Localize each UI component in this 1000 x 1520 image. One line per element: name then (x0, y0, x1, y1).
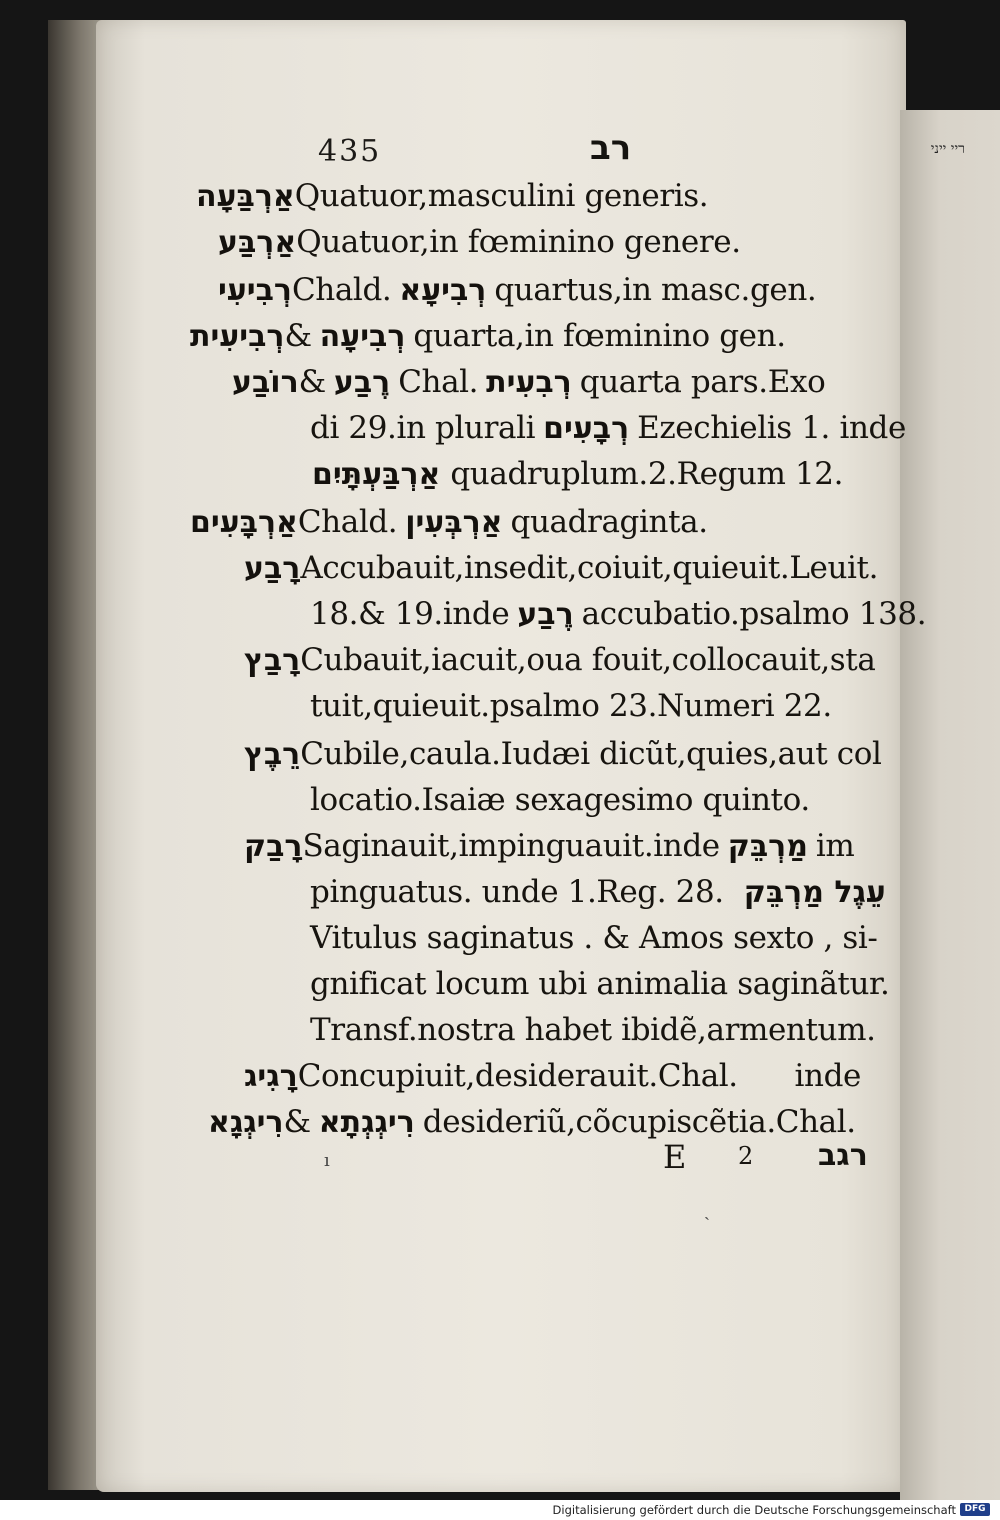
latin-text: desideriũ,cõcupiscẽtia.Chal. (422, 1104, 856, 1140)
catchword: רגב (818, 1138, 868, 1173)
text-line (208, 1104, 856, 1150)
text-line (310, 782, 810, 828)
latin-text: im (815, 828, 855, 864)
running-head: רב (590, 128, 632, 168)
hebrew-lemma: אַרְבַּעְתָּיִם (312, 457, 441, 492)
latin-text: locatio.Isaiæ sexagesimo quinto. (310, 782, 810, 818)
latin-text: Accubauit,insedit,coiuit,quieuit.Leuit. (300, 550, 879, 586)
text-line (218, 272, 816, 318)
text-line (244, 828, 854, 874)
latin-text: & (284, 318, 312, 354)
hebrew-inline: רְבָעִים (543, 411, 630, 446)
hebrew-lemma: רָבַק (244, 829, 303, 864)
latin-text: Quatuor,masculini generis. (294, 178, 709, 214)
latin-text: Chald. (291, 272, 392, 308)
hebrew-lemma: אַרְבָּעִים (190, 505, 298, 540)
text-line (244, 550, 878, 596)
text-line (190, 318, 786, 364)
dfg-logo: DFG (960, 1503, 990, 1516)
text-line (310, 1012, 876, 1058)
paper-speck: ˏ (704, 1200, 710, 1221)
text-line (244, 736, 882, 782)
footer-credit: Digitalisierung gefördert durch die Deutsche Forschungsgemeinschaft (552, 1503, 956, 1517)
hebrew-lemma: רִיגְגָא (208, 1105, 284, 1140)
text-line (310, 874, 894, 920)
latin-text: & (283, 1104, 311, 1140)
hebrew-lemma: אַרְבַּעָה (196, 179, 295, 214)
hebrew-inline: רִיגְגְתָא (318, 1105, 415, 1140)
hebrew-inline: רְבִיעָא (399, 273, 487, 308)
text-line (310, 596, 926, 642)
hebrew-inline: רְבִעִית (486, 365, 572, 400)
paper-speck: ı (324, 1150, 330, 1171)
latin-text: quarta,in fœminino gen. (413, 318, 786, 354)
latin-text: accubatio.psalmo 138. (581, 596, 927, 632)
latin-text: Concupiuit,desiderauit.Chal. inde (297, 1058, 861, 1094)
latin-text: quadruplum.2.Regum 12. (450, 456, 844, 492)
hebrew-inline: אַרְבְּעִין (405, 505, 503, 540)
hebrew-lemma: רְבִיעִית (190, 319, 285, 354)
latin-text: Saginauit,impinguauit.inde (302, 828, 720, 864)
page-number: 435 (318, 134, 382, 169)
latin-text: Quatuor,in fœminino genere. (296, 224, 741, 260)
latin-text: Ezechielis 1. inde (637, 410, 906, 446)
latin-text: 18.& 19.inde (310, 596, 510, 632)
text-line (190, 504, 708, 550)
latin-text: & (298, 364, 326, 400)
latin-text: Chal. (398, 364, 479, 400)
latin-text: Cubile,caula.Iudæi dicũt,quies,aut col (300, 736, 882, 772)
latin-text: quarta pars.Exo (579, 364, 826, 400)
latin-text: Transf.nostra habet ibidẽ,armentum. (310, 1012, 876, 1048)
hebrew-inline: רֶבַע (517, 597, 574, 632)
hebrew-lemma: אַרְבַּע (218, 225, 297, 260)
hebrew-lemma: רֵבֶץ (244, 737, 301, 772)
text-line (232, 364, 825, 410)
latin-text: Cubauit,iacuit,oua fouit,collocauit,sta (300, 642, 876, 678)
facing-page-strip (900, 110, 1000, 1500)
hebrew-inline: עֵגֶל מַרְבֵּק (743, 875, 886, 910)
text-line (312, 456, 843, 502)
text-line (244, 642, 875, 688)
latin-text: quadraginta. (510, 504, 708, 540)
hebrew-lemma: רָבַע (244, 551, 301, 586)
latin-text: pinguatus. unde 1.Reg. 28. (310, 874, 724, 910)
hebrew-inline: מַרְבֵּק (727, 829, 808, 864)
latin-text: gnificat locum ubi animalia saginãtur. (310, 966, 890, 1002)
latin-text: Vitulus saginatus . & Amos sexto , si- (310, 920, 878, 956)
text-line (310, 966, 890, 1012)
latin-text: quartus,in masc.gen. (494, 272, 817, 308)
footer-bar (0, 1500, 1000, 1520)
latin-text: tuit,quieuit.psalmo 23.Numeri 22. (310, 688, 832, 724)
signature-number: 2 (738, 1142, 754, 1170)
hebrew-lemma: רָגִיג (244, 1059, 298, 1094)
text-line (196, 178, 708, 224)
latin-text: di 29.in plurali (310, 410, 536, 446)
text-line (310, 410, 906, 456)
latin-text: Chald. (297, 504, 398, 540)
hebrew-lemma: רְבִיעִי (218, 273, 292, 308)
text-line (310, 688, 832, 734)
hebrew-inline: רֶבַע (333, 365, 391, 400)
text-line (218, 224, 741, 270)
facing-page-fragment: ריי ייני (930, 141, 965, 157)
hebrew-inline: רְבִיעָה (319, 319, 406, 354)
text-line (310, 920, 878, 966)
text-line (244, 1058, 861, 1104)
hebrew-lemma: רָבַץ (244, 643, 301, 678)
signature-letter: E (663, 1138, 687, 1176)
hebrew-lemma: רוֹבַע (232, 365, 299, 400)
